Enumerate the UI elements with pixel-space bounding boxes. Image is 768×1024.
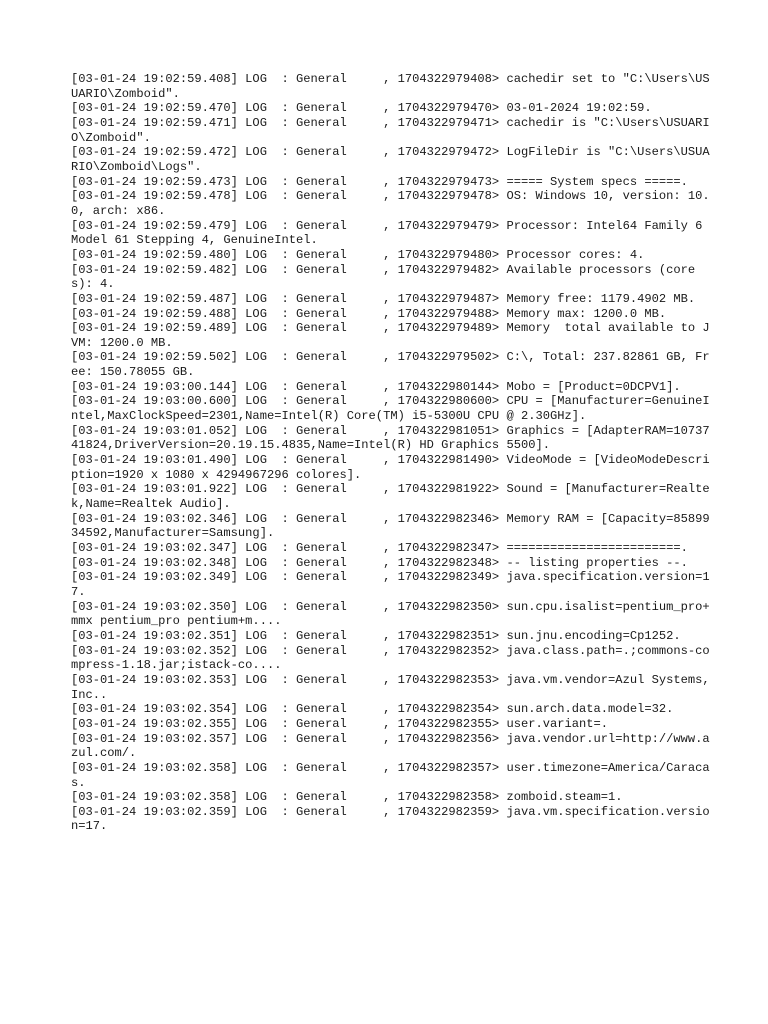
log-line: [03-01-24 19:02:59.471] LOG : General , 1704322979471> cachedir is "C:\Users\USUARIO\Zomboid". <box>71 115 710 145</box>
log-line: [03-01-24 19:02:59.470] LOG : General , 1704322979470> 03-01-2024 19:02:59. <box>71 101 652 116</box>
log-line: [03-01-24 19:02:59.472] LOG : General , 1704322979472> LogFileDir is "C:\Users\USUARIO\Zomboid\Logs". <box>71 145 710 174</box>
log-line: [03-01-24 19:02:59.482] LOG : General , 1704322979482> Available processors (cores): 4. <box>71 262 696 292</box>
log-line: [03-01-24 19:03:02.351] LOG : General , 1704322982351> sun.jnu.encoding=Cp1252. <box>71 628 681 643</box>
log-line: [03-01-24 19:03:00.144] LOG : General , 1704322980144> Mobo = [Product=0DCPV1]. <box>71 379 681 394</box>
log-line: [03-01-24 19:03:02.357] LOG : General , 1704322982356> java.vendor.url=http://www.azul.com/. <box>71 731 710 761</box>
log-line: [03-01-24 19:02:59.479] LOG : General , 1704322979479> Processor: Intel64 Family 6 Model 61 Stepping 4, GenuineIntel. <box>71 218 710 248</box>
log-line: [03-01-24 19:03:01.490] LOG : General , 1704322981490> VideoMode = [VideoModeDescription=1920 x 1080 x 4294967296 colores]. <box>71 453 710 482</box>
log-line: [03-01-24 19:02:59.488] LOG : General , 1704322979488> Memory max: 1200.0 MB. <box>71 306 667 321</box>
log-line: [03-01-24 19:02:59.473] LOG : General , 1704322979473> ===== System specs =====. <box>71 174 688 189</box>
log-line: [03-01-24 19:03:02.358] LOG : General , 1704322982358> zomboid.steam=1. <box>71 790 623 805</box>
log-line: [03-01-24 19:03:02.346] LOG : General , 1704322982346> Memory RAM = [Capacity=8589934592,Manufacturer=Samsung]. <box>71 511 710 541</box>
log-line: [03-01-24 19:02:59.487] LOG : General , 1704322979487> Memory free: 1179.4902 MB. <box>71 291 696 306</box>
log-line: [03-01-24 19:03:01.052] LOG : General , 1704322981051> Graphics = [AdapterRAM=1073741824,DriverVersion=20.19.15.4835,Name=Intel(R) HD Graphics 5500]. <box>71 423 710 453</box>
log-line: [03-01-24 19:03:02.359] LOG : General , 1704322982359> java.vm.specification.version=17. <box>71 804 710 834</box>
log-line: [03-01-24 19:02:59.478] LOG : General , 1704322979478> OS: Windows 10, version: 10.0, arch: x86. <box>71 189 710 218</box>
log-line: [03-01-24 19:02:59.502] LOG : General , 1704322979502> C:\, Total: 237.82861 GB, Free: 150.78055 GB. <box>71 350 710 380</box>
log-line: [03-01-24 19:03:00.600] LOG : General , 1704322980600> CPU = [Manufacturer=GenuineIntel,MaxClockSpeed=2301,Name=Intel(R) Core(TM) i5-5300U CPU @ 2.30GHz]. <box>71 394 710 424</box>
log-line: [03-01-24 19:03:02.358] LOG : General , 1704322982357> user.timezone=America/Caracas. <box>71 760 710 790</box>
log-text-body <box>71 72 717 834</box>
log-line: [03-01-24 19:03:02.349] LOG : General , 1704322982349> java.specification.version=17. <box>71 570 710 599</box>
log-line: [03-01-24 19:03:02.355] LOG : General , 1704322982355> user.variant=. <box>71 716 609 731</box>
log-line: [03-01-24 19:03:02.352] LOG : General , 1704322982352> java.class.path=.;commons-compress-1.18.jar;istack-co.... <box>71 643 710 673</box>
log-line: [03-01-24 19:03:02.353] LOG : General , 1704322982353> java.vm.vendor=Azul Systems, Inc.. <box>71 672 717 702</box>
log-line: [03-01-24 19:02:59.489] LOG : General , 1704322979489> Memory total available to JVM: 1200.0 MB. <box>71 321 710 350</box>
log-line: [03-01-24 19:03:02.348] LOG : General , 1704322982348> -- listing properties --. <box>71 555 688 570</box>
log-line: [03-01-24 19:03:02.350] LOG : General , 1704322982350> sun.cpu.isalist=pentium_pro+mmx pentium_pro pentium+m.... <box>71 599 710 629</box>
log-line: [03-01-24 19:02:59.480] LOG : General , 1704322979480> Processor cores: 4. <box>71 247 645 262</box>
log-line: [03-01-24 19:03:01.922] LOG : General , 1704322981922> Sound = [Manufacturer=Realtek,Name=Realtek Audio]. <box>71 482 710 512</box>
log-line: [03-01-24 19:03:02.347] LOG : General , 1704322982347> ========================. <box>71 541 688 555</box>
log-line: [03-01-24 19:03:02.354] LOG : General , 1704322982354> sun.arch.data.model=32. <box>71 702 674 717</box>
log-line: [03-01-24 19:02:59.408] LOG : General , 1704322979408> cachedir set to "C:\Users\USUARIO\Zomboid". <box>71 72 710 101</box>
